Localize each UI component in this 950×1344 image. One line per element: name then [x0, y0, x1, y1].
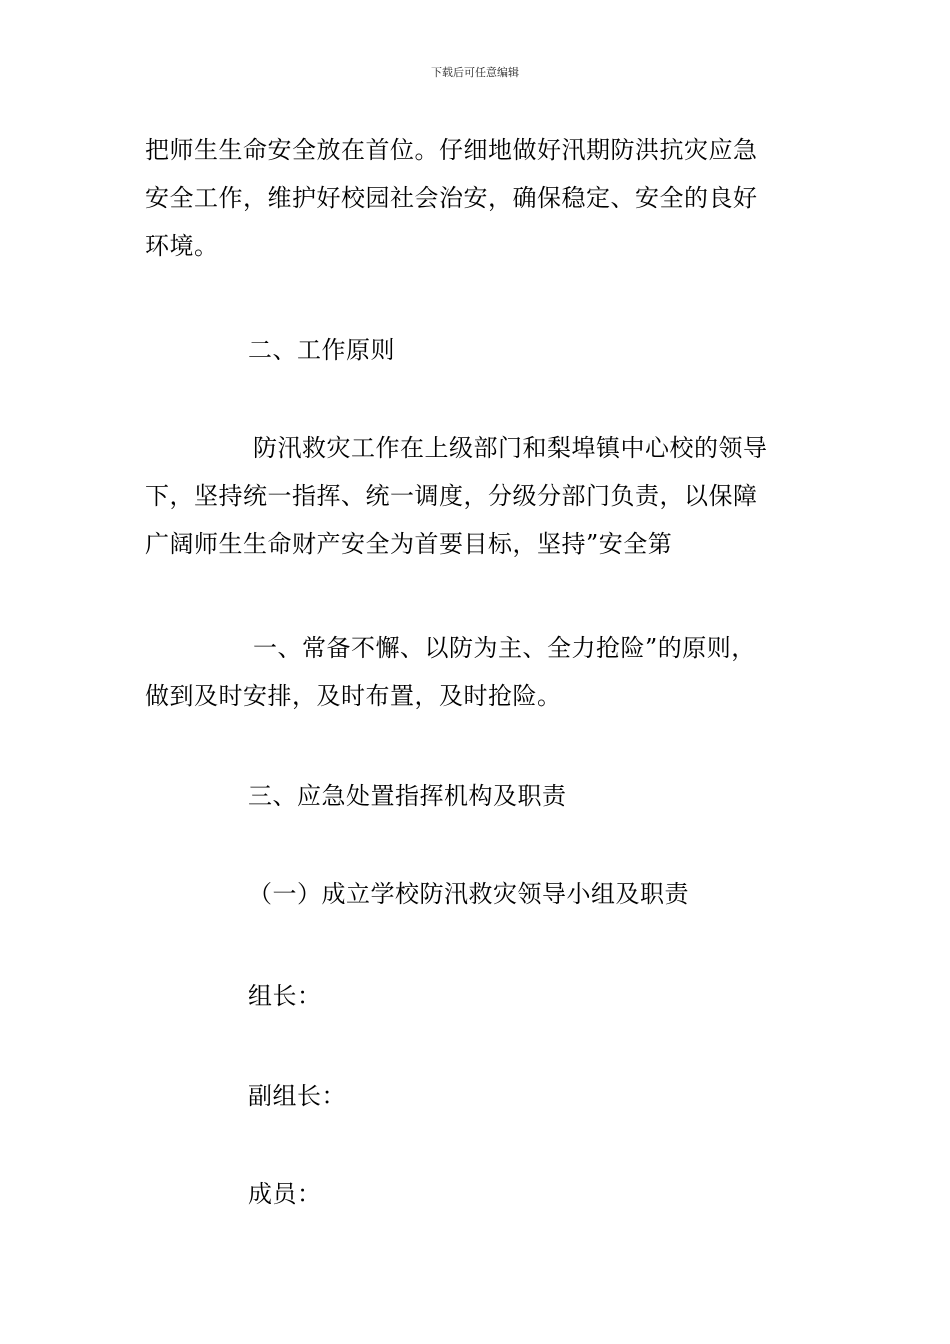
- paragraph-line: 做到及时安排，及时布置，及时抢险。: [145, 682, 562, 710]
- paragraph-line: 环境。: [145, 232, 219, 260]
- leader-label: 组长：: [248, 982, 322, 1010]
- members-label: 成员：: [248, 1180, 322, 1208]
- paragraph-line: 广阔师生生命财产安全为首要目标，坚持”安全第: [145, 530, 673, 558]
- paragraph-line: 防汛救灾工作在上级部门和梨埠镇中心校的领导: [253, 434, 768, 462]
- paragraph-line: 安全工作，维护好校园社会治安，确保稳定、安全的良好: [145, 184, 758, 212]
- subsection-heading-leadership: （一）成立学校防汛救灾领导小组及职责: [248, 880, 689, 908]
- principle-continuation-paragraph: [145, 624, 810, 720]
- principle-paragraph: [145, 424, 810, 568]
- paragraph-line: 把师生生命安全放在首位。仔细地做好汛期防洪抗灾应急: [145, 136, 758, 164]
- deputy-leader-label: 副组长：: [248, 1082, 346, 1110]
- section-heading-principles: 二、工作原则: [248, 336, 395, 364]
- section-heading-command: 三、应急处置指挥机构及职责: [248, 782, 567, 810]
- paragraph-line: 下，坚持统一指挥、统一调度，分级分部门负责，以保障: [145, 482, 758, 510]
- page-header: 下载后可任意编辑: [431, 66, 519, 79]
- intro-paragraph: [145, 126, 810, 270]
- paragraph-line: 一、常备不懈、以防为主、全力抢险”的原则，: [253, 634, 756, 662]
